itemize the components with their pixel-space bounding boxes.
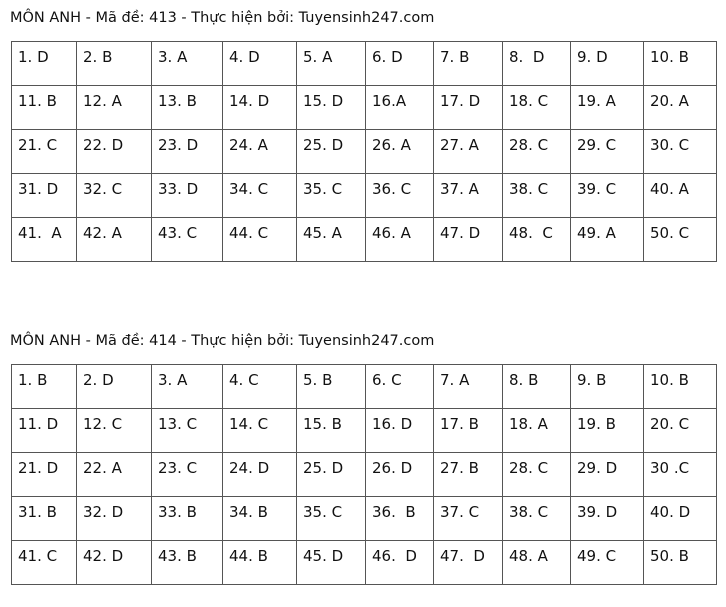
answer-cell: 33. D: [152, 174, 223, 218]
table-row: [12, 541, 717, 585]
answer-cell: 49. C: [571, 541, 644, 585]
answer-cell: 37. C: [434, 497, 503, 541]
answer-cell: 34. B: [223, 497, 297, 541]
answer-cell: 48. A: [503, 541, 571, 585]
answer-cell: 19. A: [571, 86, 644, 130]
answer-cell: 34. C: [223, 174, 297, 218]
answer-cell: 50. C: [644, 218, 717, 262]
answer-cell: 45. D: [297, 541, 366, 585]
answer-cell: 46. D: [366, 541, 434, 585]
answer-cell: 20. C: [644, 409, 717, 453]
answer-cell: 22. D: [77, 130, 152, 174]
answer-cell: 30. C: [644, 130, 717, 174]
answer-cell: 42. D: [77, 541, 152, 585]
answer-cell: 3. A: [152, 42, 223, 86]
answer-cell: 44. C: [223, 218, 297, 262]
answer-cell: 18. A: [503, 409, 571, 453]
answer-cell: 23. C: [152, 453, 223, 497]
table-row: [12, 174, 717, 218]
answer-cell: 29. D: [571, 453, 644, 497]
answer-cell: 48. C: [503, 218, 571, 262]
answer-cell: 46. A: [366, 218, 434, 262]
section-title: MÔN ANH - Mã đề: 413 - Thực hiện bởi: Tuyensinh247.com: [10, 10, 435, 26]
answer-cell: 1. D: [12, 42, 77, 86]
answer-cell: 35. C: [297, 174, 366, 218]
answer-cell: 24. A: [223, 130, 297, 174]
answer-cell: 7. B: [434, 42, 503, 86]
answer-cell: 40. D: [644, 497, 717, 541]
answer-cell: 28. C: [503, 130, 571, 174]
answer-cell: 3. A: [152, 365, 223, 409]
answer-cell: 4. D: [223, 42, 297, 86]
answer-cell: 38. C: [503, 174, 571, 218]
answer-cell: 41. C: [12, 541, 77, 585]
answer-cell: 38. C: [503, 497, 571, 541]
answer-cell: 8. D: [503, 42, 571, 86]
answer-cell: 32. D: [77, 497, 152, 541]
answer-cell: 49. A: [571, 218, 644, 262]
answer-cell: 9. B: [571, 365, 644, 409]
table-row: [12, 86, 717, 130]
answer-cell: 33. B: [152, 497, 223, 541]
table-row: [12, 453, 717, 497]
answer-cell: 36. B: [366, 497, 434, 541]
answer-cell: 17. D: [434, 86, 503, 130]
answer-table: [11, 41, 717, 262]
answer-cell: 12. A: [77, 86, 152, 130]
answer-cell: 45. A: [297, 218, 366, 262]
answer-cell: 23. D: [152, 130, 223, 174]
answer-cell: 15. B: [297, 409, 366, 453]
answer-cell: 44. B: [223, 541, 297, 585]
answer-cell: 47. D: [434, 541, 503, 585]
answer-cell: 12. C: [77, 409, 152, 453]
answer-cell: 26. A: [366, 130, 434, 174]
answer-cell: 2. B: [77, 42, 152, 86]
answer-cell: 11. B: [12, 86, 77, 130]
answer-cell: 14. D: [223, 86, 297, 130]
answer-cell: 39. D: [571, 497, 644, 541]
answer-cell: 4. C: [223, 365, 297, 409]
table-row: [12, 365, 717, 409]
answer-cell: 5. A: [297, 42, 366, 86]
answer-cell: 8. B: [503, 365, 571, 409]
answer-cell: 47. D: [434, 218, 503, 262]
table-row: [12, 218, 717, 262]
answer-cell: 9. D: [571, 42, 644, 86]
answer-cell: 17. B: [434, 409, 503, 453]
answer-cell: 39. C: [571, 174, 644, 218]
answer-cell: 5. B: [297, 365, 366, 409]
answer-cell: 10. B: [644, 365, 717, 409]
answer-cell: 20. A: [644, 86, 717, 130]
table-row: [12, 409, 717, 453]
answer-cell: 10. B: [644, 42, 717, 86]
table-row: [12, 42, 717, 86]
answer-cell: 25. D: [297, 453, 366, 497]
table-row: [12, 130, 717, 174]
answer-cell: 43. B: [152, 541, 223, 585]
answer-cell: 22. A: [77, 453, 152, 497]
answer-cell: 13. C: [152, 409, 223, 453]
answer-cell: 29. C: [571, 130, 644, 174]
answer-cell: 11. D: [12, 409, 77, 453]
answer-cell: 35. C: [297, 497, 366, 541]
answer-cell: 31. B: [12, 497, 77, 541]
answer-cell: 32. C: [77, 174, 152, 218]
answer-cell: 42. A: [77, 218, 152, 262]
section-title: MÔN ANH - Mã đề: 414 - Thực hiện bởi: Tuyensinh247.com: [10, 333, 435, 349]
table-row: [12, 497, 717, 541]
answer-cell: 7. A: [434, 365, 503, 409]
answer-cell: 30 .C: [644, 453, 717, 497]
answer-cell: 37. A: [434, 174, 503, 218]
answer-cell: 26. D: [366, 453, 434, 497]
answer-cell: 21. C: [12, 130, 77, 174]
answer-cell: 13. B: [152, 86, 223, 130]
answer-cell: 31. D: [12, 174, 77, 218]
answer-cell: 50. B: [644, 541, 717, 585]
answer-cell: 6. C: [366, 365, 434, 409]
answer-cell: 16.A: [366, 86, 434, 130]
answer-cell: 43. C: [152, 218, 223, 262]
answer-cell: 36. C: [366, 174, 434, 218]
answer-cell: 16. D: [366, 409, 434, 453]
answer-cell: 6. D: [366, 42, 434, 86]
answer-cell: 25. D: [297, 130, 366, 174]
answer-cell: 14. C: [223, 409, 297, 453]
answer-cell: 41. A: [12, 218, 77, 262]
answer-cell: 27. A: [434, 130, 503, 174]
answer-cell: 19. B: [571, 409, 644, 453]
answer-cell: 24. D: [223, 453, 297, 497]
answer-cell: 40. A: [644, 174, 717, 218]
answer-cell: 1. B: [12, 365, 77, 409]
answer-cell: 27. B: [434, 453, 503, 497]
answer-cell: 15. D: [297, 86, 366, 130]
answer-cell: 18. C: [503, 86, 571, 130]
answer-table: [11, 364, 717, 585]
answer-cell: 2. D: [77, 365, 152, 409]
answer-cell: 21. D: [12, 453, 77, 497]
answer-cell: 28. C: [503, 453, 571, 497]
